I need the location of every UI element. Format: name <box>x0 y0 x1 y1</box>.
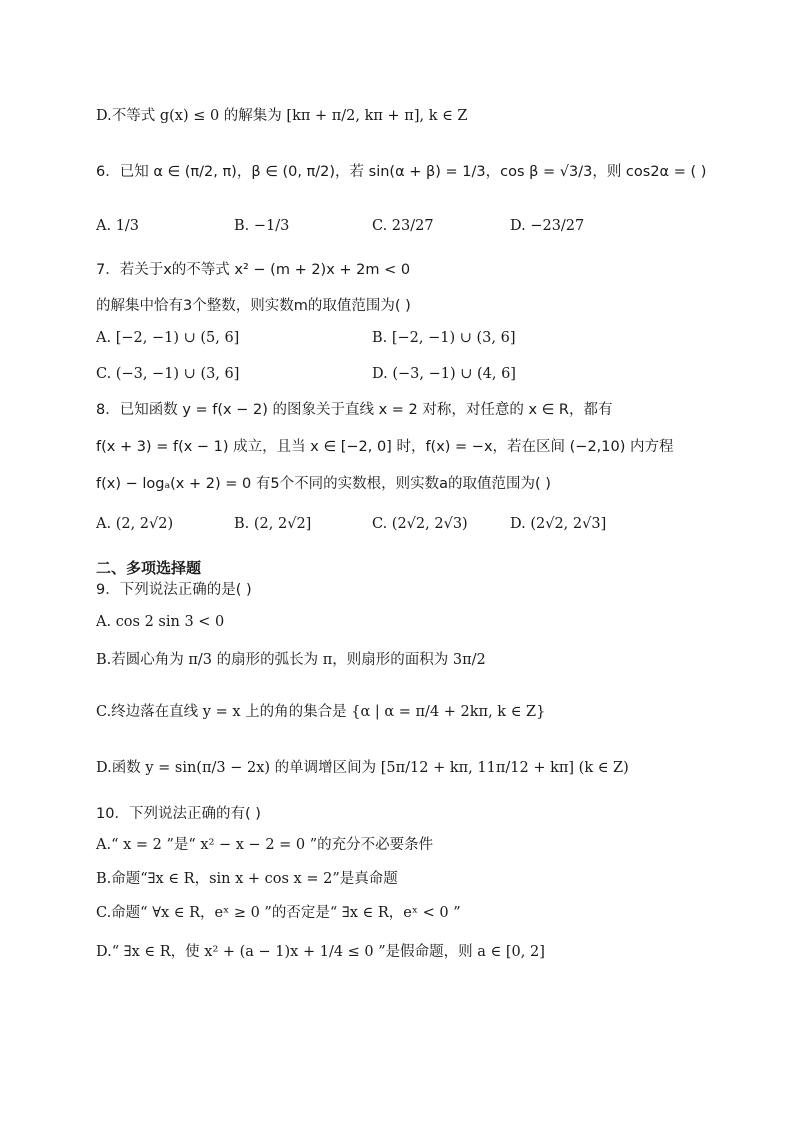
q9-option-a: A. cos 2 sin 3 < 0 <box>96 614 225 630</box>
question-8-cont-2: f(x) − logₐ(x + 2) = 0 有5个不同的实数根，则实数a的取值范围为( ) <box>96 476 551 492</box>
q9-option-d: D.函数 y = sin(π/3 − 2x) 的单调增区间为 [5π/12 + kπ, 11π/12 + kπ] (k ∈ Z) <box>96 760 629 776</box>
q6-option-b: B. −1/3 <box>234 218 290 234</box>
q7-option-d: D. (−3, −1) ∪ (4, 6] <box>372 366 516 382</box>
q6-option-a: A. 1/3 <box>96 218 140 234</box>
question-10: 10．下列说法正确的有( ) <box>96 806 261 822</box>
q8-option-b: B. (2, 2√2] <box>234 516 312 532</box>
question-7-cont: 的解集中恰有3个整数，则实数m的取值范围为( ) <box>96 298 411 314</box>
question-8-cont-1: f(x + 3) = f(x − 1) 成立，且当 x ∈ [−2, 0] 时，f(x) = −x，若在区间 (−2,10) 内方程 <box>96 439 674 455</box>
question-7: 7．若关于x的不等式 x² − (m + 2)x + 2m < 0 <box>96 262 411 278</box>
q10-option-c: C.命题“ ∀x ∈ R，eˣ ≥ 0 ”的否定是“ ∃x ∈ R，eˣ < 0 ” <box>96 905 461 921</box>
question-8: 8．已知函数 y = f(x − 2) 的图象关于直线 x = 2 对称，对任意的 x ∈ R，都有 <box>96 402 613 418</box>
question-9: 9．下列说法正确的是( ) <box>96 582 252 598</box>
q6-option-d: D. −23/27 <box>510 218 585 234</box>
q9-option-c: C.终边落在直线 y = x 上的角的集合是 {α | α = π/4 + 2kπ, k ∈ Z} <box>96 704 546 720</box>
q7-option-a: A. [−2, −1) ∪ (5, 6] <box>96 330 240 346</box>
q8-option-c: C. (2√2, 2√3) <box>372 516 468 532</box>
q10-option-d: D.“ ∃x ∈ R，使 x² + (a − 1)x + 1/4 ≤ 0 ”是假命题，则 a ∈ [0, 2] <box>96 944 545 960</box>
section-heading-2: 二、多项选择题 <box>96 559 202 577</box>
q10-option-a: A.“ x = 2 ”是“ x² − x − 2 = 0 ”的充分不必要条件 <box>96 837 434 853</box>
q10-option-b: B.命题“∃x ∈ R，sin x + cos x = 2”是真命题 <box>96 871 398 887</box>
q8-option-a: A. (2, 2√2) <box>96 516 174 532</box>
q8-option-d: D. (2√2, 2√3] <box>510 516 607 532</box>
q7-option-b: B. [−2, −1) ∪ (3, 6] <box>372 330 516 346</box>
question-6: 6．已知 α ∈ (π/2, π)，β ∈ (0, π/2)，若 sin(α + β) = 1/3，cos β = √3/3，则 cos2α = ( ) <box>96 164 707 180</box>
q5-option-d: D.不等式 g(x) ≤ 0 的解集为 [kπ + π/2, kπ + π], k ∈ Z <box>96 108 468 124</box>
q7-option-c: C. (−3, −1) ∪ (3, 6] <box>96 366 240 382</box>
q6-option-c: C. 23/27 <box>372 218 434 234</box>
q9-option-b: B.若圆心角为 π/3 的扇形的弧长为 π，则扇形的面积为 3π/2 <box>96 652 486 668</box>
